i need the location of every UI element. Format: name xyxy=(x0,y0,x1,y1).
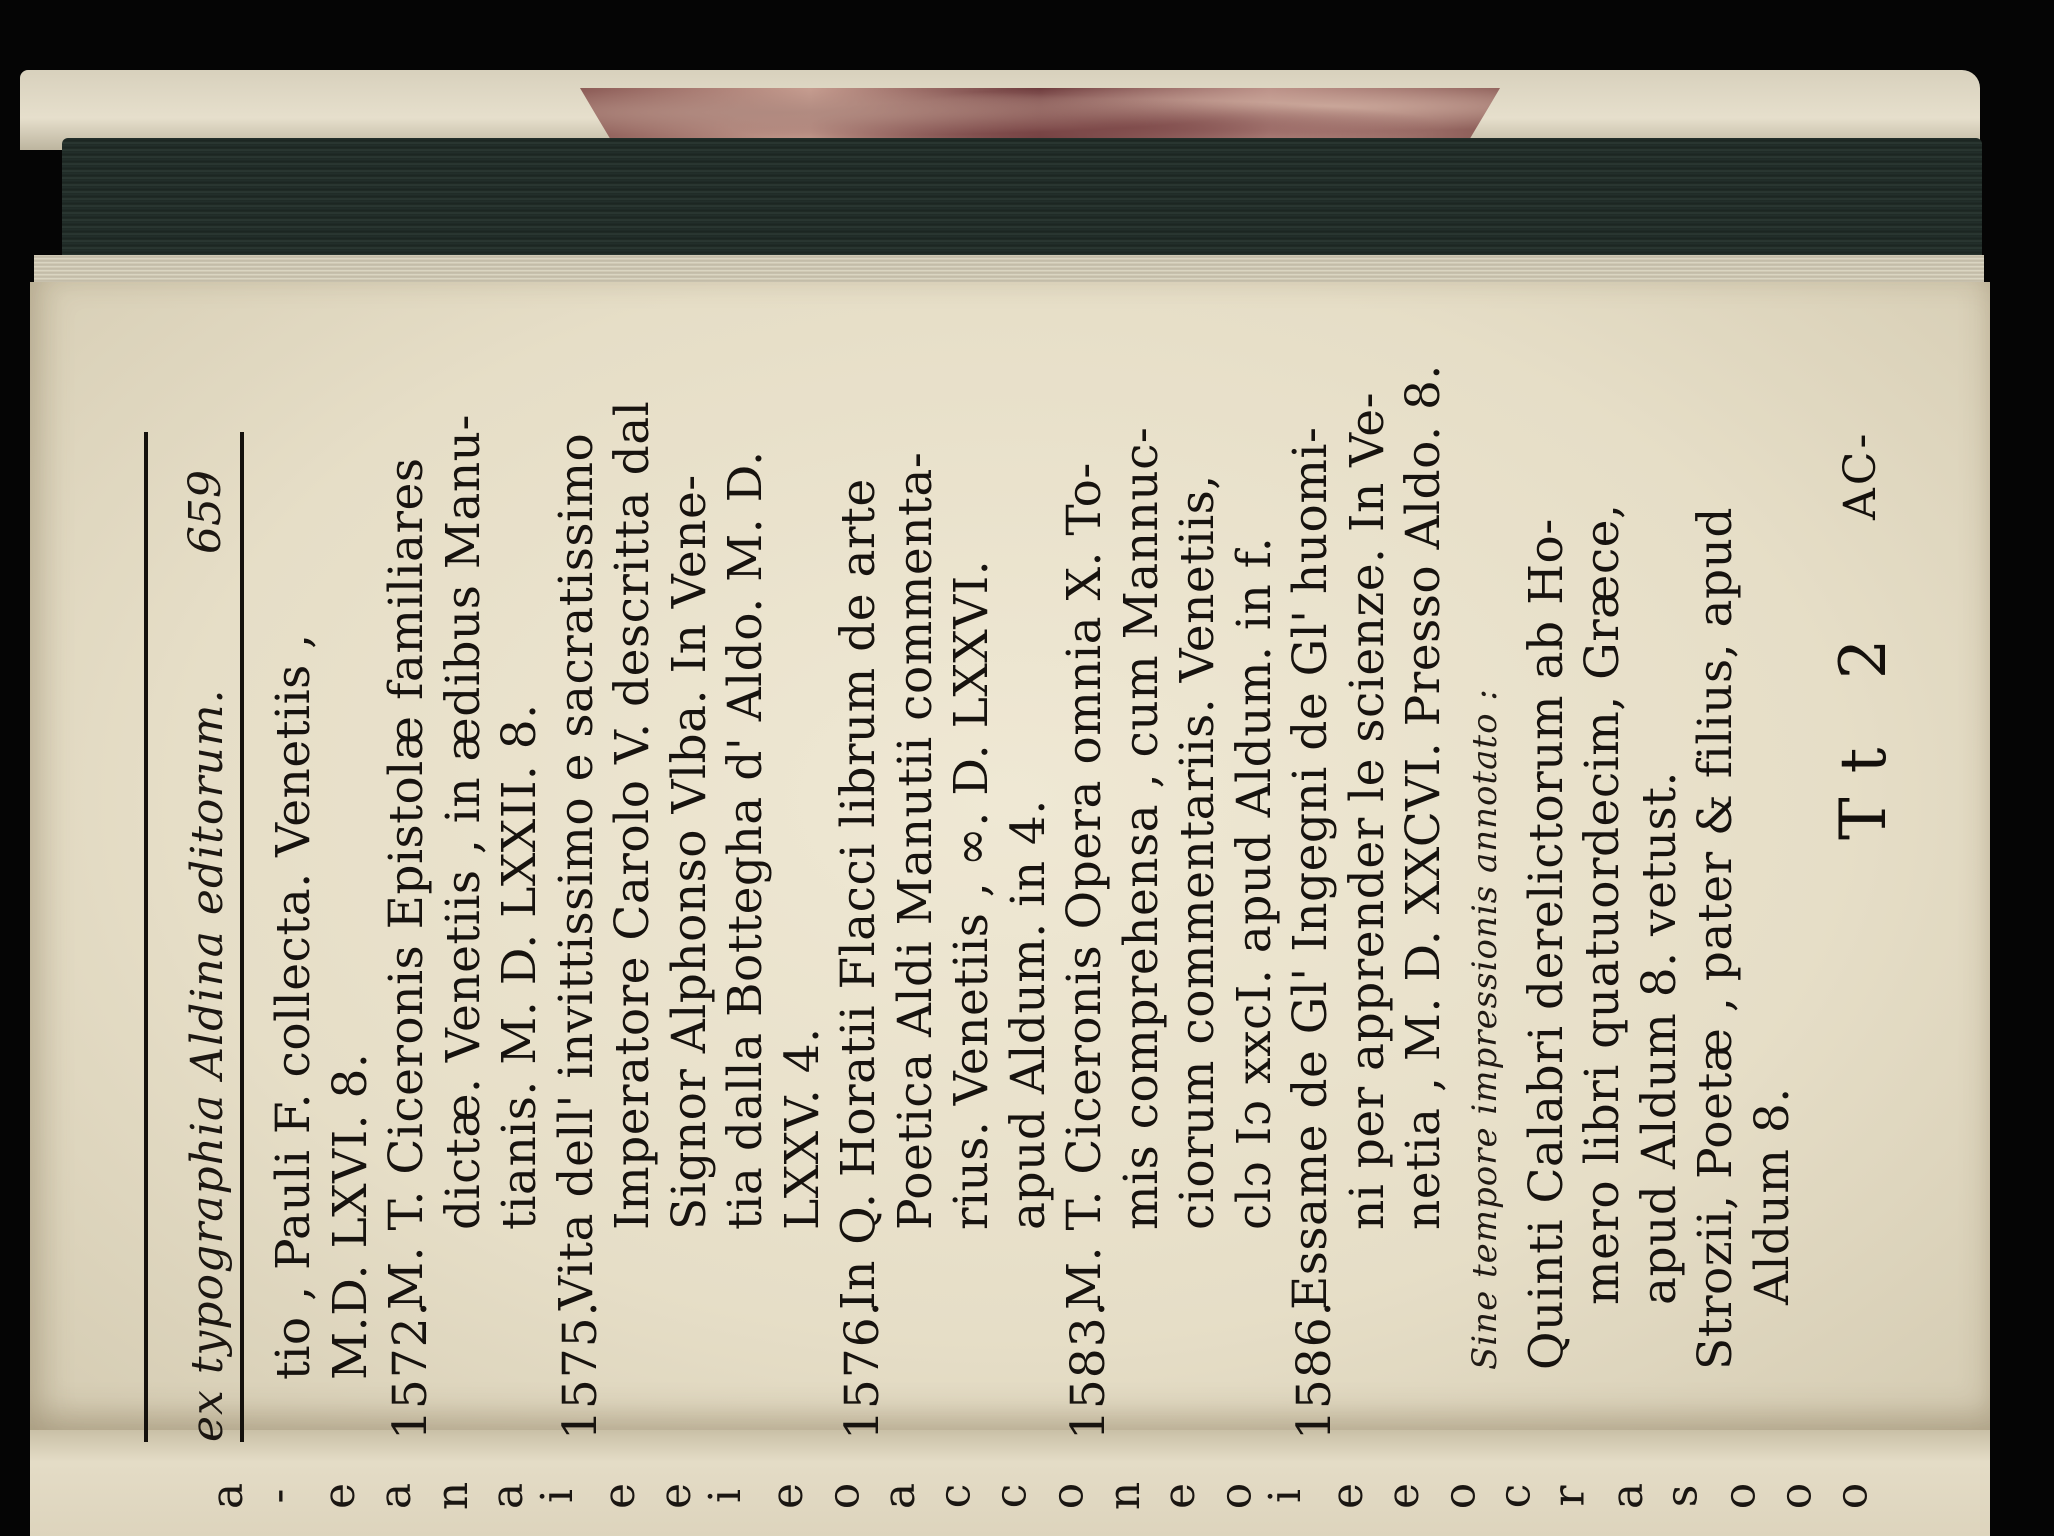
facing-page-glyph: e xyxy=(314,1482,366,1510)
entry-year: 1583. xyxy=(1061,1300,1116,1440)
facing-page-glyph: o xyxy=(1770,1482,1822,1510)
entry-line: Essame de Gl' Ingegni de Gl' huomi- xyxy=(1283,426,1338,1310)
entry-line: dictæ. Venetiis , in ædibus Manu- xyxy=(435,414,491,1230)
facing-page-glyph: o xyxy=(1042,1482,1094,1510)
undated-entry-line: mero libri quatuordecim, Græce, xyxy=(1575,503,1630,1305)
entry-line: netia , M. D. XXCVI. Presso Aldo. 8. xyxy=(1396,364,1451,1230)
facing-page-text xyxy=(202,1474,1878,1534)
entry-line: mis comprehensa , cum Mannuc- xyxy=(1113,426,1169,1230)
signature-mark: Tt 2 xyxy=(1827,614,1901,840)
facing-page-glyph: s xyxy=(1656,1484,1708,1508)
entry-line: Vita dell' invittissimo e sacratissimo xyxy=(548,432,604,1310)
facing-page-glyph: e xyxy=(1154,1482,1206,1510)
facing-page-glyph: i xyxy=(532,1488,584,1504)
facing-page-glyph: a xyxy=(370,1482,422,1510)
facing-page-glyph: e xyxy=(1378,1482,1430,1510)
entry-line: M. T. Ciceronis Epistolæ familiares xyxy=(379,457,434,1310)
running-head: ex typographia Aldina editorum. xyxy=(182,688,233,1442)
undated-entry-line: Aldum 8. xyxy=(1744,1087,1800,1305)
undated-entry-line: Strozii, Poetæ , pater & filius, apud xyxy=(1688,507,1743,1370)
facing-page-glyph: o xyxy=(818,1482,870,1510)
entry-line: In Q. Horatii Flacci librum de arte xyxy=(831,478,886,1310)
facing-page-glyph: o xyxy=(1826,1482,1878,1510)
entry-line: ciorum commentariis. Venetiis, xyxy=(1170,474,1225,1230)
facing-page-glyph: a xyxy=(874,1482,926,1510)
entry-line: tio , Pauli F. collecta. Venetiis , xyxy=(266,633,321,1380)
header-rule-bottom xyxy=(240,432,244,1442)
entry-line: tia dalla Bottegha d' Aldo. M. D. xyxy=(718,450,773,1230)
facing-page-glyph: c xyxy=(1489,1483,1541,1509)
facing-page-glyph: a xyxy=(1602,1482,1654,1510)
entry-year: 1575. xyxy=(552,1300,608,1440)
entry-line: Imperatore Carolo V. descritta dal xyxy=(605,400,660,1230)
undated-entry-line: Quinti Calabri derelictorum ab Ho- xyxy=(1518,518,1574,1370)
facing-page-glyph: e xyxy=(762,1482,814,1510)
entry-line: Poetica Aldi Manutii commenta- xyxy=(887,451,943,1230)
entry-line: ni per apprender le scienze. In Ve- xyxy=(1339,391,1395,1230)
catchword: AC- xyxy=(1835,430,1886,520)
entry-year: 1576. xyxy=(835,1300,890,1440)
facing-page-glyph: a xyxy=(482,1482,534,1510)
facing-page-glyph: o xyxy=(1434,1482,1486,1510)
entry-year: 1586. xyxy=(1287,1300,1342,1440)
running-header xyxy=(178,442,248,1442)
entry-line: rius. Venetiis , ∞. D. LXXVI. xyxy=(944,559,999,1230)
entry-line: M.D. LXVI. 8. xyxy=(322,1052,378,1380)
entry-line: tianis. M. D. LXXII. 8. xyxy=(492,703,547,1230)
facing-page-glyph: i xyxy=(700,1488,752,1504)
header-rule-top xyxy=(144,432,148,1442)
section-label: Sine tempore impressionis annotato : xyxy=(1464,688,1505,1370)
facing-page-glyph: n xyxy=(427,1481,479,1511)
facing-page-glyph: r xyxy=(1543,1485,1595,1507)
facing-page-glyph: e xyxy=(650,1482,702,1510)
facing-page-glyph: c xyxy=(985,1483,1037,1509)
facing-page-glyph: - xyxy=(252,1488,304,1504)
entry-line: apud Aldum. in 4. xyxy=(1000,799,1056,1230)
page-number: 659 xyxy=(180,470,231,554)
entry-line: clɔ Iɔ xxcI. apud Aldum. in f. xyxy=(1226,536,1282,1230)
entry-line: Signor Alphonso Vlba. In Vene- xyxy=(661,474,717,1230)
facing-page-glyph: c xyxy=(929,1483,981,1509)
undated-entry-line: apud Aldum 8. vetust. xyxy=(1631,771,1687,1305)
facing-page-glyph: e xyxy=(1322,1482,1374,1510)
facing-page-glyph: e xyxy=(594,1482,646,1510)
facing-page-glyph: n xyxy=(1099,1481,1151,1511)
facing-page-glyph: o xyxy=(1210,1482,1262,1510)
facing-page-glyph: a xyxy=(202,1482,254,1510)
entry-year: 1572. xyxy=(383,1300,438,1440)
page-content xyxy=(80,70,1900,1480)
facing-page-glyph: o xyxy=(1714,1482,1766,1510)
entry-line: LXXV. 4. xyxy=(774,1027,830,1230)
entry-line: M. T. Ciceronis Opera omnia X. To- xyxy=(1057,462,1112,1310)
facing-page-glyph: i xyxy=(1260,1488,1312,1504)
